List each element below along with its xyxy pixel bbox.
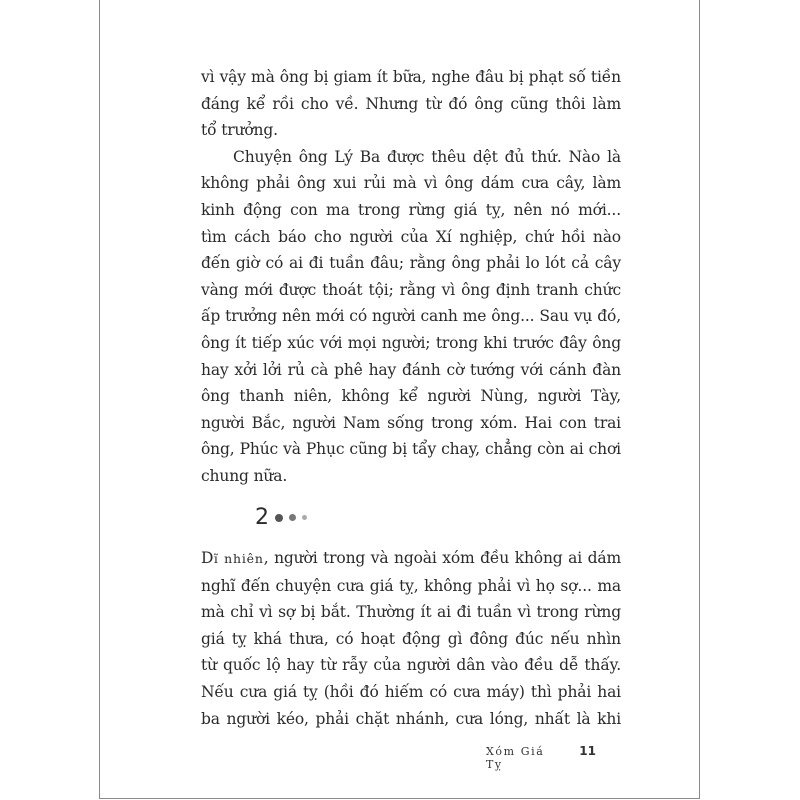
page-number: 11 — [579, 744, 596, 758]
text-line: ông ít tiếp xúc với mọi người; trong khi trước đây ông — [201, 333, 621, 352]
text-line: nghĩ đến chuyện cưa giá tỵ, không phải vì họ sợ... ma — [201, 576, 621, 595]
text-line: người Bắc, người Nam sống trong xóm. Hai con trai — [201, 413, 621, 432]
paragraph-start-line: Chuyện ông Lý Ba được thêu dệt đủ thứ. Nào là — [233, 147, 621, 166]
text-line: kinh động con ma trong rừng giá tỵ, nên nó mới... — [201, 200, 621, 219]
running-title: Xóm Giá Tỵ — [486, 745, 545, 771]
text-line: ông, Phúc và Phục cũng bị tẩy chay, chẳng còn ai chơi — [201, 440, 621, 459]
text-line: tổ trưởng. — [201, 121, 278, 140]
text-line: không phải ông xui rủi mà vì ông dám cưa cây, làm — [201, 174, 621, 193]
text-line: hay xởi lởi rủ cà phê hay đánh cờ tướng với cánh đàn — [201, 360, 621, 379]
text-line: giá tỵ khá thưa, có hoạt động gì đông đúc nếu nhìn — [201, 629, 621, 648]
opening-line-rest: , người trong và ngoài xóm đều không ai dám — [263, 549, 621, 567]
text-line: tìm cách báo cho người của Xí nghiệp, chứ hồi nào — [201, 227, 621, 246]
page-footer — [486, 744, 596, 771]
chapter-marker — [255, 505, 307, 530]
text-line: vàng mới được thoát tội; rằng vì ông định tranh chức — [201, 280, 621, 299]
opening-word-cap: D — [201, 549, 214, 567]
ornament-dot-icon — [275, 514, 283, 522]
opening-word — [201, 549, 264, 567]
text-line: đến giờ có ai đi tuần đâu; rằng ông phải lo lót cả cây — [201, 254, 621, 273]
text-line: vì vậy mà ông bị giam ít bữa, nghe đâu bị phạt số tiền — [201, 68, 621, 86]
text-line: từ quốc lộ hay từ rẫy của người dân vào đều dễ thấy. — [201, 656, 621, 675]
text-line: Nếu cưa giá tỵ (hồi đó hiếm có cưa máy) thì phải hai — [201, 682, 621, 701]
text-line: ông thanh niên, không kể người Nùng, người Tày, — [201, 387, 621, 406]
ornament-dot-icon — [302, 515, 307, 520]
text-line: ba người kéo, phải chặt nhánh, cưa lóng, nhất là khi — [201, 709, 621, 728]
opening-word-rest: ĩ nhiên — [213, 551, 264, 566]
book-page — [99, 0, 700, 799]
text-line: chung nữa. — [201, 466, 288, 485]
chapter-opening-line — [201, 545, 621, 573]
body-text-section-1 — [201, 64, 621, 490]
text-line: mà chỉ vì sợ bị bắt. Thường ít ai đi tuần vì trong rừng — [201, 603, 621, 622]
ornament-dot-icon — [289, 514, 296, 521]
text-line: ấp trưởng nên mới có người canh me ông... Sau vụ đó, — [201, 307, 621, 326]
text-line: đáng kể rồi cho về. Nhưng từ đó ông cũng thôi làm — [201, 94, 621, 113]
body-text-section-2 — [201, 545, 621, 732]
chapter-number: 2 — [255, 505, 269, 530]
